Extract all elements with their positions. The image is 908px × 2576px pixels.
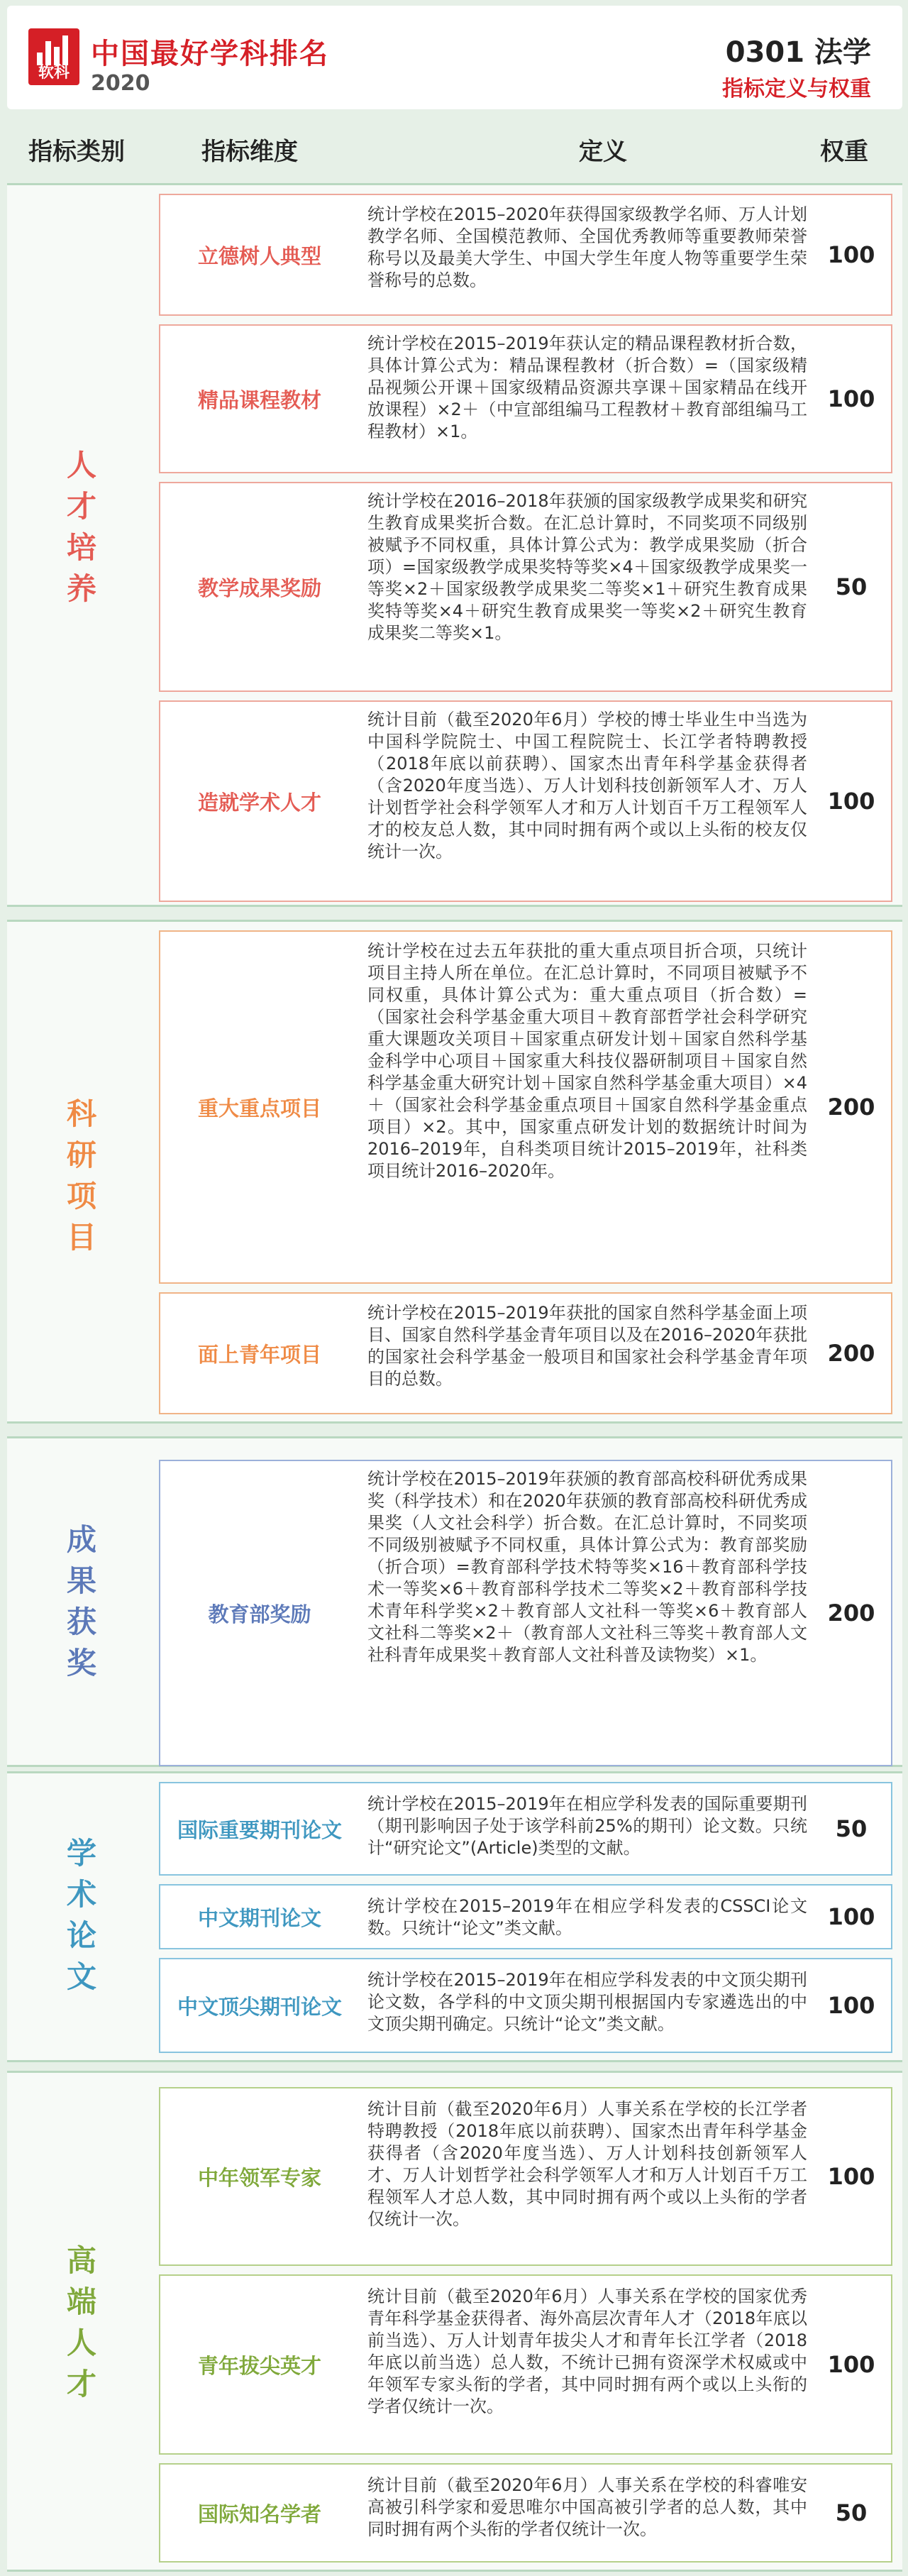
- indicator-definition: 统计学校在2015–2019年在相应学科发表的CSSCI论文数。只统计“论文”类文献。: [367, 1896, 807, 1938]
- indicator-definition: 统计学校在2015–2019年获批的国家自然科学基金面上项目、国家自然科学基金青年项目以及在2016–2020年获批的国家社会科学基金一般项目和国家社会科学基金青年项目的总数。: [367, 1303, 807, 1389]
- indicator-weight: 50: [835, 1815, 868, 1842]
- indicator-row: [159, 2087, 892, 2266]
- indicator-weight: 100: [827, 241, 875, 268]
- section-research-awards: [7, 1436, 902, 1767]
- indicator-row: [159, 2463, 892, 2563]
- column-header-dimension: 指标维度: [201, 138, 298, 166]
- indicator-row: [159, 1292, 892, 1414]
- indicator-dimension: 国际知名学者: [197, 2501, 321, 2526]
- indicator-weight: 200: [827, 1600, 875, 1626]
- category-label: 高 端 人 才: [66, 2243, 96, 2401]
- indicator-row: [159, 2274, 892, 2455]
- indicator-dimension: 中文期刊论文: [197, 1905, 321, 1930]
- indicator-weight: 100: [827, 788, 875, 815]
- site-year: 2020: [91, 71, 150, 96]
- indicator-definition: 统计学校在2016–2018年获颁的国家级教学成果奖和研究生教育成果奖折合数。在汇总计算时，不同奖项不同级别被赋予不同权重，具体计算公式为：教学成果奖励（折合项）=国家级教学成果奖特等奖×4＋国家级教学成果奖一等奖×2＋国家级教学成果奖二等奖×1＋研究生教育成果奖特等奖×4＋研究生教育成果奖一等奖×2＋研究生教育成果奖二等奖×1。: [367, 491, 807, 643]
- indicator-row: [159, 1884, 892, 1949]
- indicator-dimension: 面上青年项目: [197, 1342, 321, 1367]
- indicator-dimension: 国际重要期刊论文: [177, 1817, 342, 1842]
- indicator-dimension: 造就学术人才: [197, 790, 321, 815]
- indicator-weight: 200: [827, 1340, 875, 1367]
- indicator-dimension: 精品课程教材: [197, 387, 321, 412]
- indicator-weight: 100: [827, 1992, 875, 2019]
- indicator-weight: 50: [835, 573, 868, 600]
- category-label: 学 术 论 文: [66, 1836, 96, 1994]
- indicator-definition: 统计目前（截至2020年6月）人事关系在学校的国家优秀青年科学基金获得者、海外高层次青年人才（2018年底以前当选）、万人计划青年拔尖人才和青年长江学者（2018年底以前当选）总人数，不统计已拥有资深学术权威或中年领军专家头衔的学者，其中同时拥有两个或以上头衔的学者仅统计一次。: [367, 2286, 807, 2416]
- indicator-definition: 统计目前（截至2020年6月）学校的博士毕业生中当选为中国科学院院士、中国工程院院士、长江学者特聘教授（2018年底以前获聘）、国家杰出青年科学基金获得者（含2020年度当选）、万人计划科技创新领军人才、万人计划哲学社会科学领军人才和万人计划百千万工程领军人才的校友总人数，其中同时拥有两个或以上头衔的校友仅统计一次。: [367, 710, 807, 862]
- indicator-dimension: 教学成果奖励: [197, 576, 321, 600]
- site-title: 中国最好学科排名: [91, 38, 329, 70]
- indicator-definition: 统计学校在过去五年获批的重大重点项目折合项，只统计项目主持人所在单位。在汇总计算时，不同项目被赋予不同权重，具体计算公式为：重大重点项目（折合数）=（国家社会科学基金重大项目＋教育部哲学社会科学研究重大课题攻关项目＋国家重点研发计划＋国家自然科学基金科学中心项目＋国家重大科技仪器研制项目＋国家自然科学基金重大研究计划＋国家自然科学基金重大项目）×4＋（国家社会科学基金重点项目＋国家自然科学基金重点项目）×2。其中，国家重点研发计划的数据统计时间为2016–2019年，自科类项目统计2015–2019年，社科类项目统计2016–2020年。: [367, 941, 807, 1181]
- indicator-row: [159, 1460, 892, 1766]
- logo-text: 软科: [38, 64, 70, 82]
- indicator-definition: 统计目前（截至2020年6月）人事关系在学校的长江学者特聘教授（2018年底以前获聘）、国家杰出青年科学基金获得者（含2020年度当选）、万人计划科技创新领军人才、万人计划哲学社会科学领军人才和万人计划百千万工程领军人才总人数，其中同时拥有两个或以上头衔的学者仅统计一次。: [367, 2099, 807, 2229]
- subject-title: 0301 法学: [725, 36, 871, 69]
- indicator-weight: 200: [827, 1094, 875, 1121]
- indicator-definition: 统计学校在2015–2019年获颁的教育部高校科研优秀成果奖（科学技术）和在2020年获颁的教育部高校科研优秀成果奖（人文社会科学）折合数。在汇总计算时，不同奖项不同级别被赋予不同权重，具体计算公式为：教育部奖励（折合项）=教育部科学技术特等奖×16＋教育部科学技术一等奖×6＋教育部科学技术二等奖×2＋教育部科学技术青年科学奖×2＋教育部人文社科一等奖×6＋教育部人文社科二等奖×2＋（教育部人文社科三等奖＋教育部人文社科青年成果奖＋教育部人文社科普及读物奖）×1。: [367, 1469, 807, 1665]
- indicator-definition: 统计学校在2015–2019年在相应学科发表的中文顶尖期刊论文数，各学科的中文顶尖期刊根据国内专家遴选出的中文顶尖期刊确定。只统计“论文”类文献。: [367, 1970, 807, 2034]
- indicator-definition: 统计学校在2015–2019年在相应学科发表的国际重要期刊（期刊影响因子处于该学科前25%的期刊）论文数。只统计“研究论文”(Article)类型的文献。: [367, 1794, 807, 1858]
- indicator-weight: 50: [835, 2499, 868, 2526]
- indicator-dimension: 重大重点项目: [197, 1096, 321, 1121]
- category-label: 人 才 培 养: [66, 448, 96, 606]
- section-talent-training: [7, 183, 902, 907]
- column-header-category: 指标类别: [28, 138, 125, 166]
- indicator-row: [159, 700, 892, 902]
- page-subtitle: 指标定义与权重: [722, 77, 871, 101]
- indicator-row: [159, 1958, 892, 2053]
- ranking-logo: [28, 28, 79, 85]
- indicator-row: [159, 482, 892, 692]
- indicator-weight: 100: [827, 385, 875, 412]
- table-header: [0, 114, 908, 179]
- indicator-row: [159, 324, 892, 473]
- section-research-projects: [7, 920, 902, 1424]
- page-header: [7, 6, 902, 109]
- indicator-row: [159, 930, 892, 1284]
- indicator-weight: 100: [827, 2351, 875, 2378]
- indicator-dimension: 中年领军专家: [197, 2165, 321, 2190]
- indicator-dimension: 中文顶尖期刊论文: [177, 1994, 342, 2019]
- section-elite-talent: [7, 2071, 902, 2572]
- indicator-row: [159, 194, 892, 316]
- indicator-dimension: 立德树人典型: [197, 243, 321, 268]
- indicator-weight: 100: [827, 2163, 875, 2190]
- category-label: 成 果 获 奖: [66, 1522, 96, 1680]
- column-header-definition: 定义: [579, 138, 627, 166]
- indicator-definition: 统计学校在2015–2020年获得国家级教学名师、万人计划教学名师、全国模范教师、全国优秀教师等重要教师荣誉称号以及最美大学生、中国大学生年度人物等重要学生荣誉称号的总数。: [367, 204, 807, 290]
- indicator-row: [159, 1782, 892, 1876]
- indicator-dimension: 青年拔尖英才: [197, 2353, 321, 2378]
- column-header-weight: 权重: [820, 138, 868, 166]
- section-academic-papers: [7, 1771, 902, 2062]
- indicator-definition: 统计学校在2015–2019年获认定的精品课程教材折合数，具体计算公式为：精品课程教材（折合数）=（国家级精品视频公开课＋国家级精品资源共享课＋国家精品在线开放课程）×2＋（中宣部组编马工程教材＋教育部组编马工程教材）×1。: [367, 334, 807, 441]
- category-label: 科 研 项 目: [66, 1096, 96, 1255]
- indicator-weight: 100: [827, 1903, 875, 1930]
- indicator-dimension: 教育部奖励: [208, 1602, 311, 1626]
- indicator-definition: 统计目前（截至2020年6月）人事关系在学校的科睿唯安高被引科学家和爱思唯尔中国高被引学者的总人数，其中同时拥有两个头衔的学者仅统计一次。: [367, 2475, 807, 2539]
